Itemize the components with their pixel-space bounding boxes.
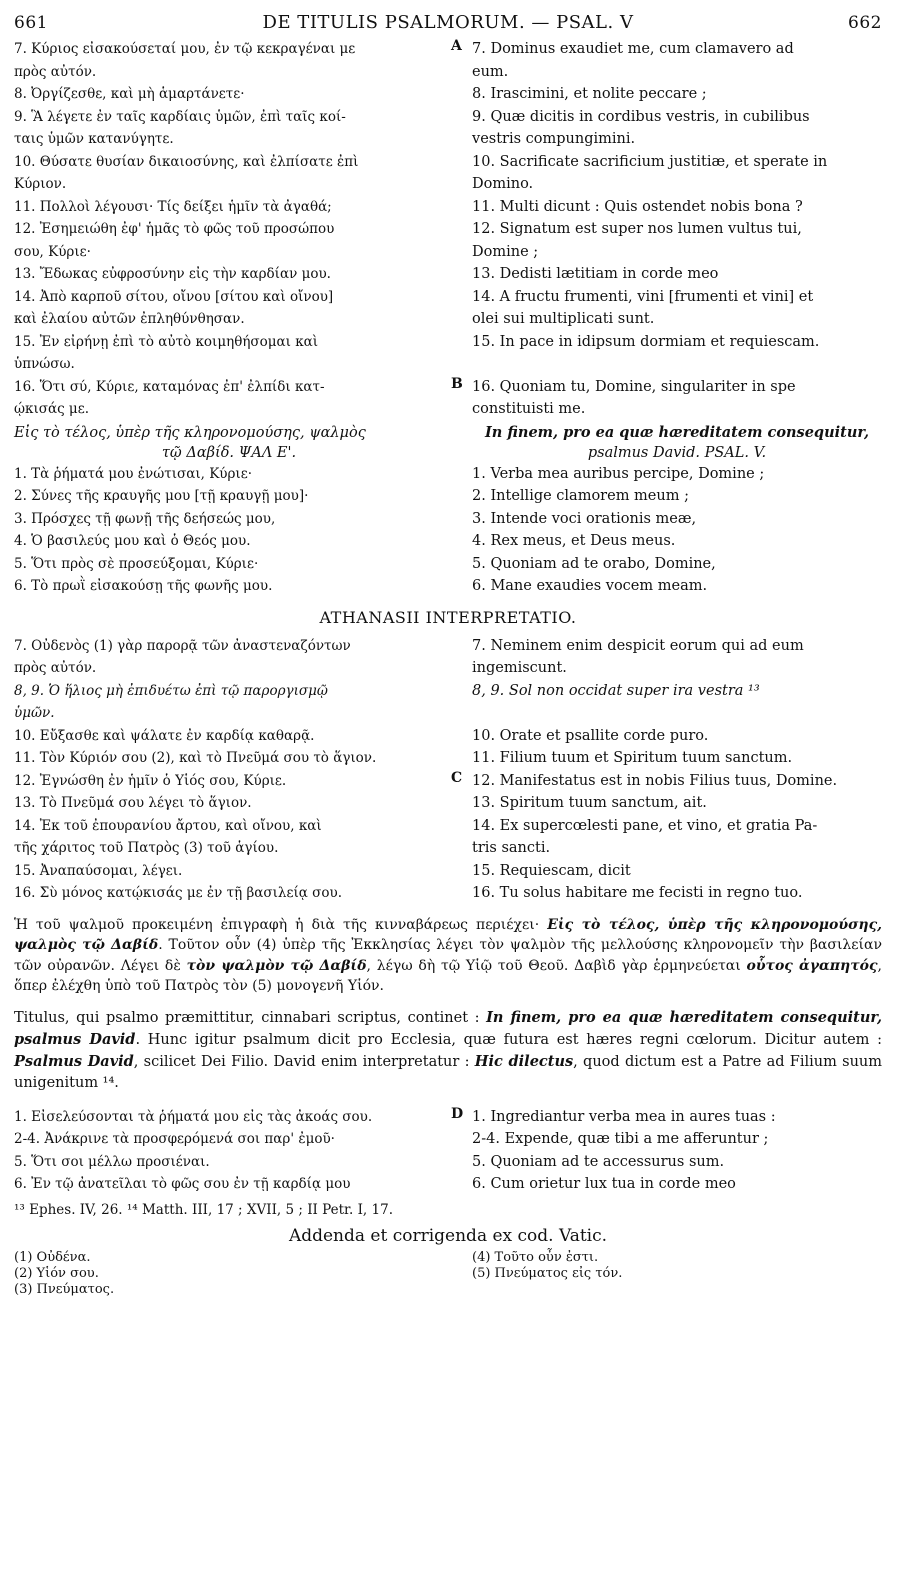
commentary-fragment: Psalmus David	[14, 1052, 134, 1070]
greek-line: 4. Ὁ βασιλεύς μου καὶ ὁ Θεός μου.	[14, 533, 251, 549]
addenda-columns	[14, 1250, 882, 1298]
greek-line: 8, 9. Ὁ ἥλιος μὴ ἐπιδυέτω ἐπὶ τῷ παροργισμῷ	[14, 682, 328, 699]
latin-line: 1. Ingrediantur verba mea in aures tuas :	[472, 1108, 776, 1125]
page-number-left: 661	[14, 13, 48, 33]
psalm-title-greek: Εἰς τὸ τέλος, ὑπὲρ τῆς κληρονομούσης, ψαλμὸς τῷ Δαβίδ. ΨΑΛ Ε'.	[14, 424, 366, 461]
greek-line: 13. Ἔδωκας εὐφροσύνην εἰς τὴν καρδίαν μου.	[14, 266, 331, 282]
verse-row	[14, 353, 882, 376]
greek-line: 8. Ὀργίζεσθε, καὶ μὴ ἁμαρτάνετε·	[14, 86, 245, 102]
latin-line	[472, 702, 882, 725]
greek-line: 12. Ἐσημειώθη ἐφ' ἡμᾶς τὸ φῶς τοῦ προσώπου	[14, 221, 335, 237]
commentary-fragment: In finem, pro ea quæ hæreditatem consequitur, psalmus David	[14, 1008, 882, 1048]
verse-row	[14, 815, 882, 838]
verse-row	[14, 860, 882, 883]
latin-line: 6. Cum orietur lux tua in corde meo	[472, 1176, 736, 1192]
latin-line: 6. Mane exaudies vocem meam.	[472, 578, 708, 594]
psalm-title-latin: In finem, pro ea quæ hæreditatem consequitur, psalmus David. PSAL. V.	[485, 423, 869, 461]
verse-row	[14, 106, 882, 129]
latin-line: 15. In pace in idipsum dormiam et requiescam.	[472, 333, 820, 350]
verse-row	[14, 485, 882, 508]
commentary-greek	[14, 915, 882, 997]
greek-line: 14. Ἐκ τοῦ ἐπουρανίου ἄρτου, καὶ οἴνου, καὶ	[14, 817, 322, 834]
commentary-fragment: , quod dictum est a Patre ad Filium suum unigenitum ¹⁴.	[14, 1053, 883, 1091]
margin-letter: C	[451, 769, 463, 786]
latin-line: 10. Orate et psallite corde puro.	[472, 727, 709, 744]
psalm-verses-block-4	[14, 1106, 882, 1196]
verse-row	[14, 657, 882, 680]
verse-row	[14, 331, 882, 354]
latin-line: constituisti me.	[472, 401, 586, 417]
greek-line: 16. Σὺ μόνος κατῴκισάς με ἐν τῇ βασιλείᾳ σου.	[14, 885, 343, 901]
verse-row	[14, 61, 882, 84]
greek-line: Κύριον.	[14, 176, 67, 192]
verse-row	[14, 553, 882, 576]
latin-line: 7. Neminem enim despicit eorum qui ad eum	[472, 637, 804, 654]
verse-row	[14, 1106, 882, 1129]
greek-line: 3. Πρόσχες τῇ φωνῇ τῆς δεήσεώς μου,	[14, 510, 276, 527]
psalm-verses-block-1	[14, 38, 882, 421]
latin-line: vestris compungimini.	[472, 131, 636, 147]
psalm-verses-block-2	[14, 463, 882, 598]
greek-line: 13. Τὸ Πνεῦμά σου λέγει τὸ ἅγιον.	[14, 795, 252, 811]
latin-line: 14. A fructu frumenti, vini [frumenti et vini] et	[472, 288, 814, 305]
greek-line: 1. Εἰσελεύσονται τὰ ῥήματά μου εἰς τὰς ἀκοάς σου.	[14, 1108, 373, 1125]
commentary-fragment: , λέγω δὴ τῷ Υἱῷ τοῦ Θεοῦ. Δαβὶδ γὰρ ἑρμηνεύεται	[366, 957, 747, 974]
addenda-right	[472, 1250, 882, 1298]
verse-row	[14, 241, 882, 264]
commentary-fragment: , scilicet Dei Filio. David enim interpretatur :	[133, 1053, 475, 1070]
latin-line: 12. Signatum est super nos lumen vultus tui,	[472, 221, 802, 237]
greek-line: 14. Ἀπὸ καρποῦ σίτου, οἴνου [σίτου καὶ οἴνου]	[14, 288, 334, 305]
greek-line: 10. Θύσατε θυσίαν δικαιοσύνης, καὶ ἐλπίσατε ἐπὶ	[14, 153, 359, 170]
addenda-item: (4) Τοῦτο οὖν ἐστι.	[472, 1249, 599, 1265]
latin-line	[472, 353, 882, 376]
latin-line: 5. Quoniam ad te accessurus sum.	[472, 1153, 725, 1170]
commentary-fragment: . Τοῦτον οὖν (4) ὑπὲρ τῆς Ἐκκλησίας λέγει τὸν ψαλμὸν τῆς μελλούσης κληρονομεῖν τὴν βασιλείαν τῶν οὐρανῶν. Λέγει δὲ	[14, 937, 883, 974]
verse-row	[14, 680, 882, 703]
latin-line: 11. Multi dicunt : Quis ostendet nobis bona ?	[472, 198, 803, 215]
latin-line: 10. Sacrificate sacrificium justitiæ, et sperate in	[472, 153, 828, 170]
latin-line: 2. Intellige clamorem meum ;	[472, 488, 689, 504]
latin-line: 8, 9. Sol non occidat super ira vestra ¹³	[472, 682, 760, 699]
commentary-fragment: οὗτος ἀγαπητός	[746, 957, 878, 974]
greek-line: 11. Πολλοὶ λέγουσι· Τίς δείξει ἡμῖν τὰ ἀγαθά;	[14, 198, 332, 215]
verse-row	[14, 882, 882, 905]
greek-line: ὑμῶν.	[14, 705, 55, 721]
verse-row	[14, 173, 882, 196]
greek-line: 6. Ἐν τῷ ἀνατεῖλαι τὸ φῶς σου ἐν τῇ καρδίᾳ μου	[14, 1176, 351, 1192]
greek-line: 5. Ὅτι σοι μέλλω προσιέναι.	[14, 1153, 210, 1170]
addenda-item: (1) Οὐδένα.	[14, 1249, 91, 1265]
greek-line: 5. Ὅτι πρὸς σὲ προσεύξομαι, Κύριε·	[14, 555, 259, 572]
greek-line: πρὸς αὐτόν.	[14, 63, 97, 80]
greek-line: πρὸς αὐτόν.	[14, 660, 97, 676]
greek-line: καὶ ἐλαίου αὐτῶν ἐπληθύνθησαν.	[14, 311, 245, 327]
greek-line: 6. Τὸ πρωῒ εἰσακούσῃ τῆς φωνῆς μου.	[14, 578, 273, 594]
addenda-item: (3) Πνεύματος.	[14, 1281, 115, 1297]
latin-line: 2-4. Expende, quæ tibi a me afferuntur ;	[472, 1131, 769, 1147]
latin-line: ingemiscunt.	[472, 660, 567, 676]
latin-line: tris sancti.	[472, 840, 551, 856]
greek-line: 2-4. Ἀνάκρινε τὰ προσφερόμενά σοι παρ' ἐμοῦ·	[14, 1131, 335, 1147]
page-number-right: 662	[848, 13, 882, 33]
latin-line: 4. Rex meus, et Deus meus.	[472, 533, 676, 549]
verse-row	[14, 837, 882, 860]
verse-row	[14, 151, 882, 174]
latin-line: 12. Manifestatus est in nobis Filius tuus, Domine.	[472, 772, 838, 789]
greek-line: 15. Ἀναπαύσομαι, λέγει.	[14, 862, 183, 879]
interpretation-verses	[14, 635, 882, 905]
page-header	[14, 12, 882, 38]
latin-line: Domino.	[472, 176, 534, 192]
verse-row	[14, 1173, 882, 1196]
greek-line: 2. Σύνες τῆς κραυγῆς μου [τῇ κραυγῇ μου]·	[14, 488, 309, 504]
greek-line: 11. Τὸν Κύριόν σου (2), καὶ τὸ Πνεῦμά σου τὸ ἅγιον.	[14, 750, 377, 766]
greek-line: 12. Ἐγνώσθη ἐν ἡμῖν ὁ Υἱός σου, Κύριε.	[14, 772, 287, 789]
latin-line: 7. Dominus exaudiet me, cum clamavero ad	[472, 41, 794, 57]
addenda-left	[14, 1250, 424, 1298]
commentary-fragment: , ὅπερ ἐλέχθη ὑπὸ τοῦ Πατρὸς τὸν (5) μονογενῆ Υἱόν.	[14, 957, 882, 994]
greek-line: τῆς χάριτος τοῦ Πατρὸς (3) τοῦ ἁγίου.	[14, 840, 279, 856]
psalm-title-row	[14, 423, 882, 463]
verse-row	[14, 38, 882, 61]
latin-line: 5. Quoniam ad te orabo, Domine,	[472, 555, 716, 572]
verse-row	[14, 308, 882, 331]
greek-line: ὑπνώσω.	[14, 356, 75, 372]
verse-row	[14, 575, 882, 598]
section-heading: ATHANASII INTERPRETATIO.	[319, 607, 577, 627]
verse-row	[14, 702, 882, 725]
commentary-fragment: . Hunc igitur psalmum dicit pro Ecclesia, quæ futura est hæres regni cœlorum. Dicitur autem :	[135, 1031, 883, 1048]
latin-line: 3. Intende voci orationis meæ,	[472, 510, 697, 527]
verse-row	[14, 770, 882, 793]
greek-line: 9. Ἃ λέγετε ἐν ταῖς καρδίαις ὑμῶν, ἐπὶ ταῖς κοί-	[14, 108, 346, 125]
greek-line: σου, Κύριε·	[14, 243, 91, 260]
greek-line: 10. Εὔξασθε καὶ ψάλατε ἐν καρδίᾳ καθαρᾷ.	[14, 727, 315, 744]
verse-row	[14, 1128, 882, 1151]
latin-line: eum.	[472, 63, 509, 80]
commentary-latin	[14, 1007, 882, 1094]
verse-row	[14, 286, 882, 309]
verse-row	[14, 508, 882, 531]
latin-line: 16. Quoniam tu, Domine, singulariter in spe	[472, 378, 796, 395]
greek-line: 16. Ὅτι σύ, Κύριε, καταμόνας ἐπ' ἐλπίδι κατ-	[14, 378, 325, 395]
greek-line: ῴκισάς με.	[14, 401, 89, 417]
greek-line: ταις ὑμῶν κατανύγητε.	[14, 131, 174, 147]
verse-row	[14, 83, 882, 106]
margin-letter: D	[451, 1105, 464, 1122]
verse-row	[14, 792, 882, 815]
latin-line: 8. Irascimini, et nolite peccare ;	[472, 86, 707, 102]
verse-row	[14, 635, 882, 658]
verse-row	[14, 196, 882, 219]
addenda-heading: Addenda et corrigenda ex cod. Vatic.	[288, 1225, 608, 1246]
verse-row	[14, 218, 882, 241]
addenda-item: (5) Πνεύματος εἰς τόν.	[472, 1265, 623, 1281]
latin-line: olei sui multiplicati sunt.	[472, 311, 655, 327]
latin-line: 13. Spiritum tuum sanctum, ait.	[472, 795, 707, 811]
greek-line: 7. Κύριος εἰσακούσεταί μου, ἐν τῷ κεκραγέναι με	[14, 41, 356, 57]
verse-row	[14, 530, 882, 553]
verse-row	[14, 725, 882, 748]
latin-line: 11. Filium tuum et Spiritum tuum sanctum.	[472, 750, 793, 766]
margin-letter: A	[451, 38, 462, 54]
verse-row	[14, 376, 882, 399]
latin-line: 16. Tu solus habitare me fecisti in regno tuo.	[472, 885, 803, 901]
greek-line: 1. Τὰ ῥήματά μου ἐνώτισαι, Κύριε·	[14, 465, 253, 482]
latin-line: Domine ;	[472, 243, 539, 260]
commentary-fragment: Εἰς τὸ τέλος, ὑπὲρ τῆς κληρονομούσης, ψαλμὸς τῷ Δαβίδ	[14, 916, 882, 953]
latin-line: 13. Dedisti lætitiam in corde meo	[472, 266, 719, 282]
greek-line: 15. Ἐν εἰρήνῃ ἐπὶ τὸ αὐτὸ κοιμηθήσομαι καὶ	[14, 333, 319, 350]
latin-line: 14. Ex supercœlesti pane, et vino, et gratia Pa-	[472, 817, 818, 834]
latin-line: 1. Verba mea auribus percipe, Domine ;	[472, 465, 765, 482]
verse-row	[14, 463, 882, 486]
commentary-fragment: Hic dilectus	[474, 1052, 574, 1070]
greek-line: 7. Οὐδενὸς (1) γὰρ παρορᾷ τῶν ἀναστεναζόντων	[14, 637, 351, 654]
verse-row	[14, 263, 882, 286]
latin-line: 15. Requiescam, dicit	[472, 862, 631, 879]
verse-row	[14, 1151, 882, 1174]
latin-line: 9. Quæ dicitis in cordibus vestris, in cubilibus	[472, 108, 810, 125]
verse-row	[14, 128, 882, 151]
verse-row	[14, 747, 882, 770]
running-title: DE TITULIS PSALMORUM. — PSAL. V	[262, 12, 634, 33]
footnotes: ¹³ Ephes. IV, 26. ¹⁴ Matth. III, 17 ; XVII, 5 ; II Petr. I, 17.	[14, 1201, 393, 1218]
margin-letter: B	[451, 375, 463, 392]
commentary-fragment: τὸν ψαλμὸν τῷ Δαβίδ	[186, 957, 367, 974]
verse-row	[14, 398, 882, 421]
commentary-fragment: Ἡ τοῦ ψαλμοῦ προκειμένη ἐπιγραφὴ ἡ διὰ τῆς κινναβάρεως περιέχει·	[14, 916, 548, 933]
addenda-item: (2) Υἱόν σου.	[14, 1265, 99, 1281]
commentary-fragment: Titulus, qui psalmo præmittitur, cinnabari scriptus, continet :	[14, 1009, 487, 1026]
